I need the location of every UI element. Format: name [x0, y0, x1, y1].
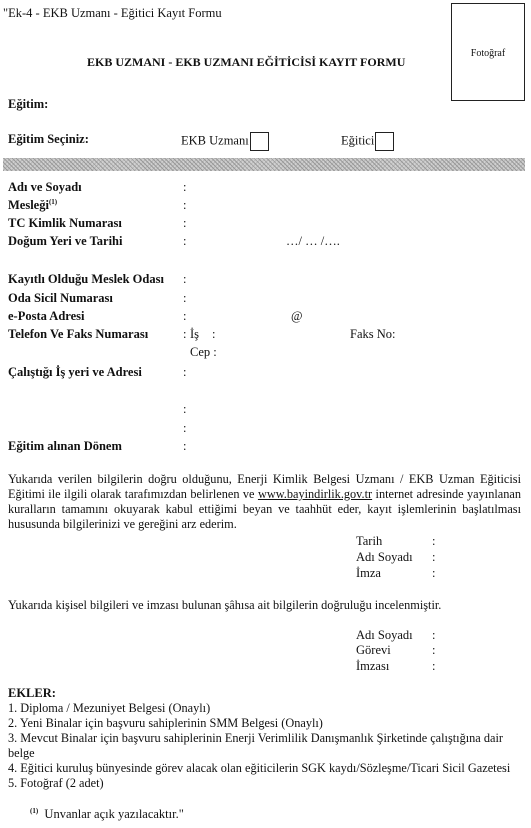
verification-text: Yukarıda kişisel bilgileri ve imzası bulunan şâhısa ait bilgilerin doğruluğu incelenmiştir.: [8, 598, 442, 612]
phone-work-label: İş: [190, 327, 200, 341]
workplace-label: Çalıştığı İş yeri ve Adresi: [8, 365, 142, 379]
attachment-item: 3. Mevcut Binalar için başvuru sahiplerinin Enerji Verimlilik Danışmanlık Şirketinde çalıştığına dair belge: [8, 731, 503, 760]
chamber-label: Kayıtlı Olduğu Meslek Odası: [8, 272, 164, 286]
email-label: e-Posta Adresi: [8, 309, 85, 323]
option-trainer-label: Eğitici: [341, 133, 375, 148]
fax-label: Faks No:: [350, 327, 396, 341]
declaration-text-1: Yukarıda verilen bilgilerin doğru olduğunu, Enerji Kimlik Belgesi Uzmanı / EKB Uzman Eğiticisi Eğitimi ile ilgili olarak tarafımızdan belirlenen ve: [8, 472, 521, 501]
workplace-colon-1: :: [183, 365, 187, 379]
footnote: [30, 807, 184, 822]
attachment-item: 2. Yeni Binalar için başvuru sahiplerinin SMM Belgesi (Onaylı): [8, 716, 323, 730]
email-colon: :: [183, 309, 187, 323]
trainer-checkbox[interactable]: [375, 132, 394, 151]
profession-footnote-mark: (1): [48, 198, 58, 206]
phone-work-colon: :: [212, 327, 216, 341]
footnote-text: Unvanlar açık yazılacaktır.": [44, 807, 184, 822]
photo-box[interactable]: [451, 3, 525, 101]
period-colon: :: [183, 439, 187, 453]
option-ekb-expert-label: EKB Uzmanı: [181, 133, 249, 148]
option-ekb-expert[interactable]: [181, 132, 269, 151]
verifier-name-label: Adı Soyadı: [356, 628, 413, 642]
chamber-no-colon: :: [183, 291, 187, 305]
education-select-label: Eğitim Seçiniz:: [8, 132, 89, 146]
birth-date-placeholder[interactable]: …/ … /….: [286, 234, 340, 248]
chamber-no-label: Oda Sicil Numarası: [8, 291, 113, 305]
verifier-sign-label: İmzası: [356, 659, 390, 673]
attachment-item: 1. Diploma / Mezuniyet Belgesi (Onaylı): [8, 701, 211, 715]
name-label: Adı ve Soyadı: [8, 180, 82, 194]
chamber-colon: :: [183, 272, 187, 286]
declaration-text-2: internet adresinde yayınlanan kuralların tamamını okuyarak kabul ettiğimi beyan ve taahhüt eder, kayıt işlemlerinin başlatılması hususunda bilgilerinizi ve gereğini arz ederim.: [8, 487, 521, 531]
profession-label-text: Mesleği: [8, 198, 49, 213]
form-annex-label: "Ek-4 - EKB Uzmanı - Eğitici Kayıt Formu: [3, 6, 222, 20]
attachment-item: 4. Eğitici kuruluş bünyesinde görev alacak olan eğiticilerin SGK kaydı/Sözleşme/Ticari Sicil Gazetesi: [8, 761, 511, 775]
declaration-name-colon: :: [432, 550, 436, 564]
verifier-name-colon: :: [432, 628, 436, 642]
education-heading: Eğitim:: [8, 97, 49, 111]
ministry-website-link[interactable]: www.bayindirlik.gov.tr: [257, 487, 373, 501]
ekb-expert-checkbox[interactable]: [250, 132, 269, 151]
section-divider: [3, 158, 525, 171]
profession-colon: :: [183, 198, 187, 212]
photo-label: Fotoğraf: [470, 48, 506, 59]
attachments-list: [8, 701, 523, 791]
phone-mobile-label: Cep :: [190, 345, 217, 359]
birth-label: Doğum Yeri ve Tarihi: [8, 234, 123, 248]
form-title: EKB UZMANI - EKB UZMANI EĞİTİCİSİ KAYIT FORMU: [87, 55, 406, 69]
attachment-item: 5. Fotoğraf (2 adet): [8, 776, 104, 790]
declaration-date-label: Tarih: [356, 534, 383, 548]
tc-id-label: TC Kimlik Numarası: [8, 216, 122, 230]
workplace-colon-2: :: [183, 402, 187, 416]
workplace-colon-3: :: [183, 421, 187, 435]
declaration-sign-colon: :: [432, 566, 436, 580]
tc-id-colon: :: [183, 216, 187, 230]
option-trainer[interactable]: [341, 132, 394, 151]
footnote-mark: (1): [30, 807, 39, 815]
attachments-heading: EKLER:: [8, 686, 56, 700]
declaration-paragraph: [8, 472, 521, 532]
verifier-position-colon: :: [432, 643, 436, 657]
declaration-sign-label: İmza: [356, 566, 381, 580]
birth-colon: :: [183, 234, 187, 248]
name-colon: :: [183, 180, 187, 194]
declaration-name-label: Adı Soyadı: [356, 550, 413, 564]
verifier-sign-colon: :: [432, 659, 436, 673]
verifier-position-label: Görevi: [356, 643, 391, 657]
email-at-sign: @: [291, 309, 303, 323]
period-label: Eğitim alınan Dönem: [8, 439, 122, 453]
declaration-date-colon: :: [432, 534, 436, 548]
phone-label: Telefon Ve Faks Numarası: [8, 327, 149, 341]
phone-colon: :: [183, 327, 187, 341]
profession-label: [8, 198, 57, 213]
